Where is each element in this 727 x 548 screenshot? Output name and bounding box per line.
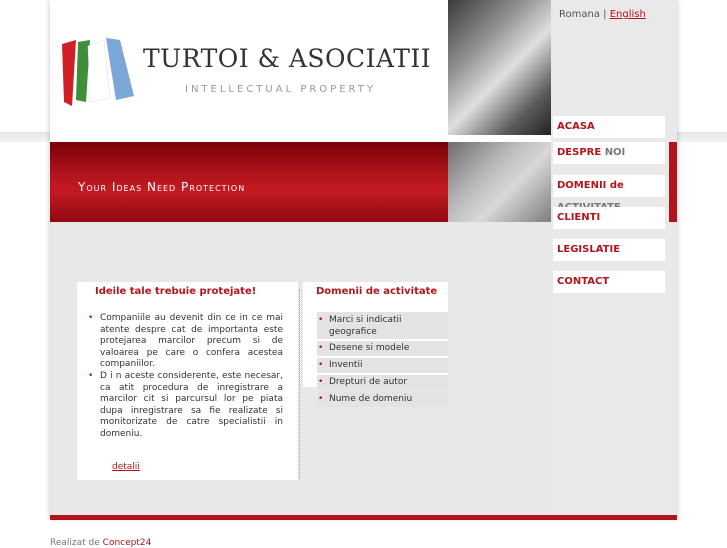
- activity-item-drepturi[interactable]: • Drepturi de autor: [317, 375, 448, 390]
- nav-item-label: ACASA: [557, 121, 595, 132]
- nav-item-domenii[interactable]: [553, 175, 665, 197]
- tagline-text: Your Ideas Need Protection: [78, 180, 246, 194]
- intro-list: [100, 313, 283, 441]
- language-separator: |: [603, 9, 607, 20]
- logo-subtitle: INTELLECTUAL PROPERTY: [185, 84, 376, 95]
- intro-panel: [77, 282, 298, 480]
- nav-item-acasa[interactable]: [553, 116, 665, 138]
- nav-item-label-secondary: NOI: [604, 147, 626, 158]
- nav-item-label: CLIENTI: [557, 212, 601, 223]
- footer-credit: [50, 538, 151, 548]
- list-item: • Companiile au devenit din ce in ce mai atente despre cat de importanta este protejarea marcilor precum si de valoarea pe care o confera acestea companiilor.: [100, 313, 283, 371]
- nav-item-clienti[interactable]: [553, 207, 665, 229]
- list-item: • D i n aceste considerente, este necesar, ca atit procedura de inregistrare a marcilor cit si parcursul lor pe piata dupa inregistrare sa fie realizate si monitorizate de catre specialistii in domeniu.: [100, 371, 283, 441]
- language-english-link[interactable]: English: [609, 9, 646, 20]
- nav-item-label-primary: DOMENII: [557, 180, 607, 191]
- logo-title: TURTOI & ASOCIATII: [143, 44, 432, 73]
- activities-panel: [303, 282, 448, 404]
- intro-panel-title: Ideile tale trebuie protejate!: [95, 286, 257, 297]
- nav-item-contact[interactable]: [553, 271, 665, 293]
- nav-accent-bar: [669, 142, 677, 222]
- nav-item-label: LEGISLATIE: [557, 244, 621, 255]
- activity-item-marci[interactable]: • Marci si indicatii geografice: [317, 312, 448, 339]
- nav-item-label-mid: de: [609, 180, 624, 191]
- activity-item-inventii[interactable]: • Inventii: [317, 358, 448, 373]
- logo-icon: [62, 38, 134, 106]
- nav-item-despre-noi[interactable]: [553, 142, 665, 164]
- language-current[interactable]: Romana: [559, 9, 600, 20]
- nav-item-label: CONTACT: [557, 276, 610, 287]
- panel-divider: [299, 289, 300, 479]
- activities-panel-title: Domenii de activitate: [316, 286, 438, 297]
- tagline-banner: [50, 142, 448, 222]
- footer-red-bar: [50, 515, 677, 520]
- activity-item-domeniu[interactable]: • Nume de domeniu: [317, 392, 448, 407]
- header-photo-documents: [448, 0, 551, 135]
- nav-item-legislatie[interactable]: [553, 239, 665, 261]
- activity-item-desene[interactable]: • Desene si modele: [317, 341, 448, 356]
- footer-text: Realizat de: [50, 538, 100, 548]
- details-link[interactable]: detalii: [112, 462, 140, 472]
- header-photo-vitruvian: [448, 142, 551, 222]
- nav-item-label-primary: DESPRE: [557, 147, 602, 158]
- language-switcher: [559, 9, 646, 20]
- footer-link[interactable]: Concept24: [102, 538, 152, 548]
